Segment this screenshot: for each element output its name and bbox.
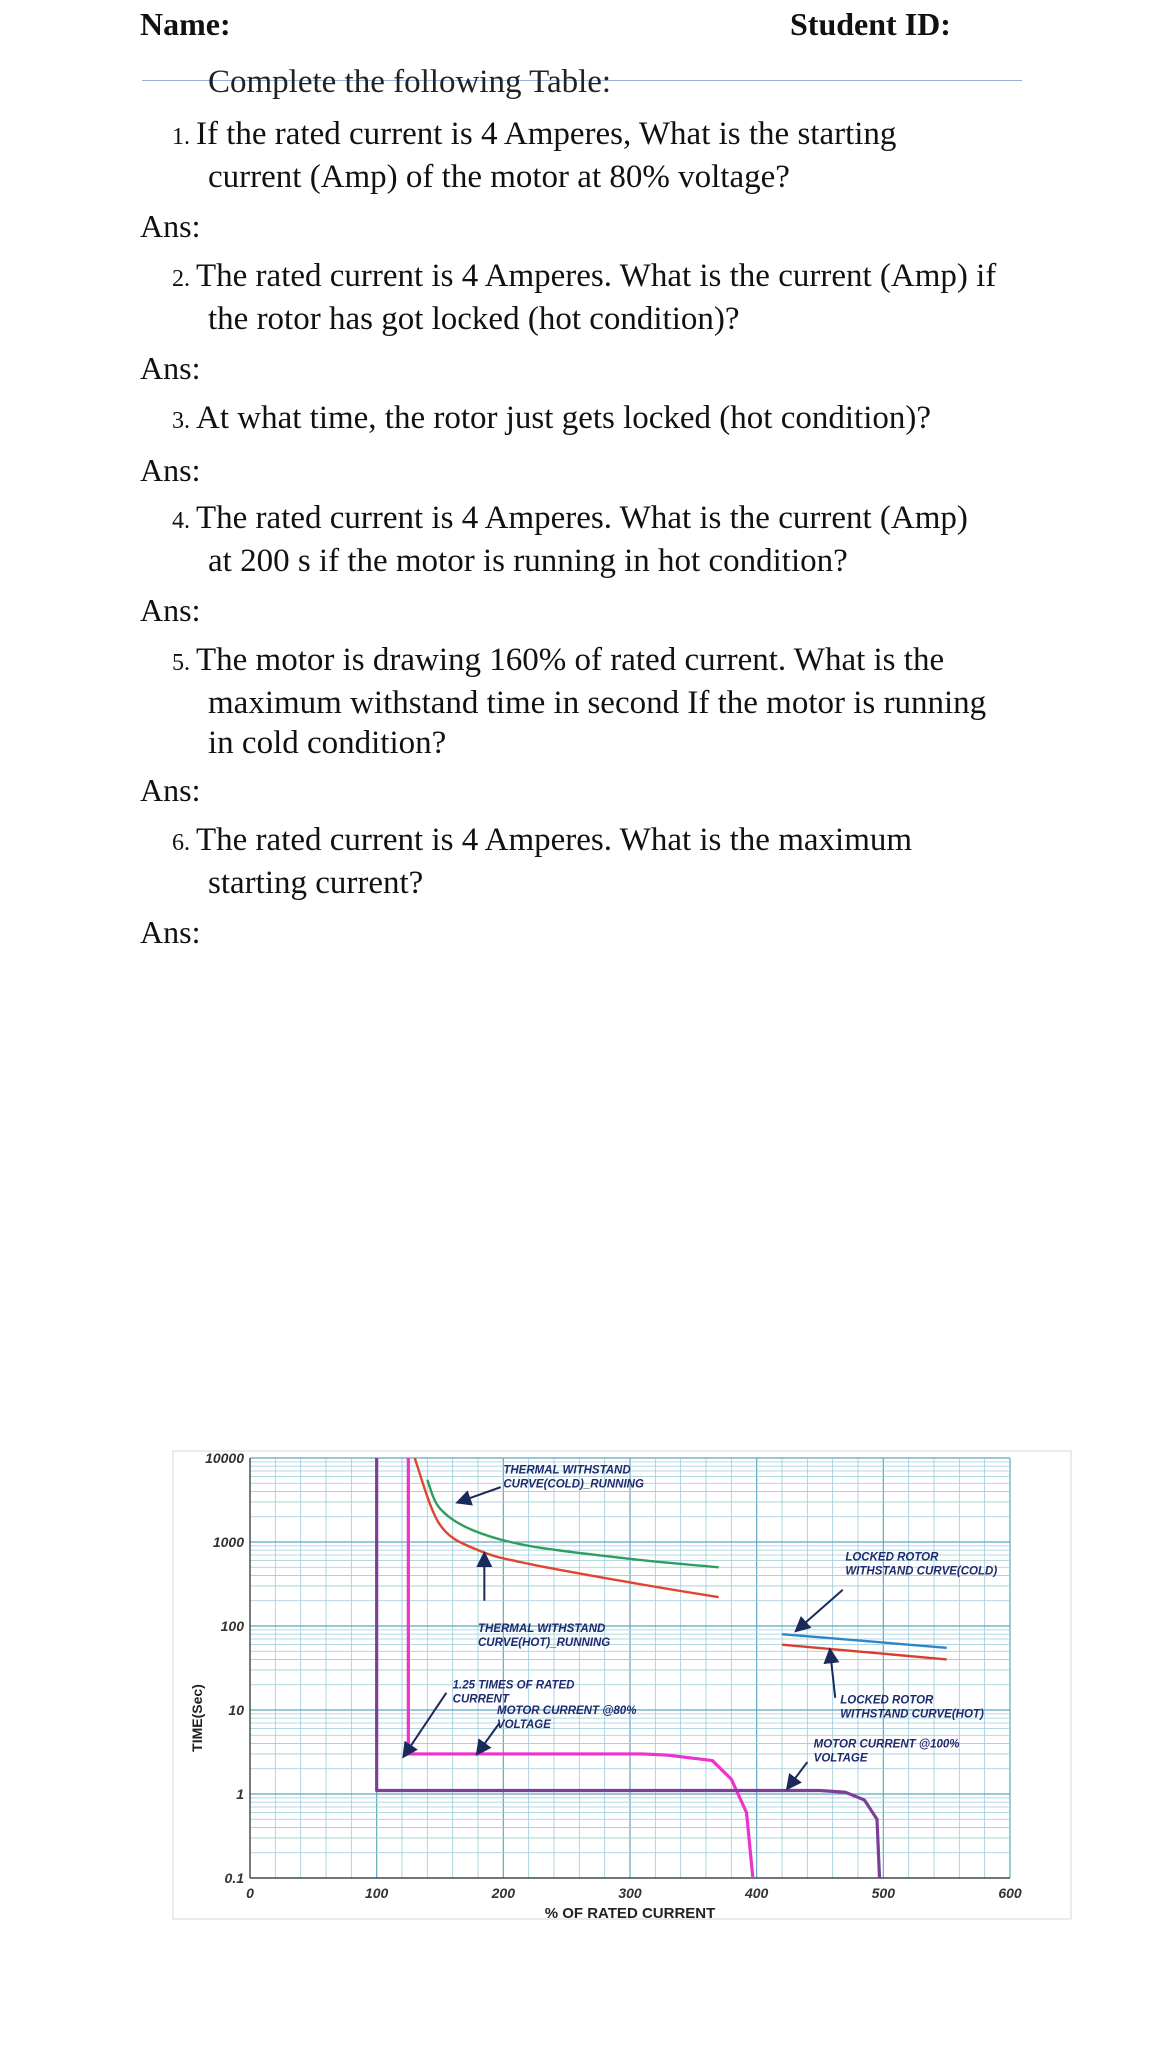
question-number: 6.	[172, 830, 190, 856]
x-tick-label: 400	[744, 1885, 769, 1901]
y-tick-label: 100	[220, 1618, 244, 1634]
question-5	[172, 640, 1072, 763]
question-number: 5.	[172, 650, 190, 676]
question-number: 3.	[172, 408, 190, 434]
question-text: The rated current is 4 Amperes. What is the current (Amp) if	[196, 258, 997, 294]
answer-label-2: Ans:	[140, 350, 201, 386]
annotation-label: WITHSTAND CURVE(HOT)	[840, 1708, 984, 1721]
annotation-label: MOTOR CURRENT @80%	[497, 1704, 637, 1717]
question-6	[172, 820, 1072, 903]
answer-label-3: Ans:	[140, 452, 201, 488]
annotation-label: WITHSTAND CURVE(COLD)	[845, 1565, 998, 1578]
question-text: The rated current is 4 Amperes. What is the maximum	[196, 822, 913, 858]
x-tick-label: 100	[364, 1885, 389, 1901]
question-text: at 200 s if the motor is running in hot condition?	[208, 543, 848, 579]
x-tick-label: 600	[998, 1885, 1022, 1901]
instructions-heading: Complete the following Table:	[208, 64, 612, 100]
question-text: If the rated current is 4 Amperes, What is the starting	[196, 116, 897, 152]
y-tick-label: 10	[228, 1702, 244, 1718]
answer-label-5: Ans:	[140, 772, 201, 808]
answer-label-6: Ans:	[140, 914, 201, 950]
student-id-label: Student ID:	[790, 6, 951, 42]
annotation-label: LOCKED ROTOR	[845, 1551, 939, 1564]
question-4	[172, 498, 1072, 581]
question-3	[172, 398, 1072, 441]
question-text: The motor is drawing 160% of rated current. What is the	[196, 642, 945, 678]
question-text: in cold condition?	[208, 725, 447, 761]
annotation-label: THERMAL WITHSTAND	[503, 1464, 631, 1477]
chart-svg	[172, 1450, 1072, 1920]
answer-label-4: Ans:	[140, 592, 201, 628]
answer-label-1: Ans:	[140, 208, 201, 244]
y-tick-label: 1	[236, 1786, 244, 1802]
x-tick-label: 0	[246, 1885, 254, 1901]
question-text: The rated current is 4 Amperes. What is the current (Amp)	[196, 500, 968, 536]
question-text: At what time, the rotor just gets locked (hot condition)?	[196, 400, 932, 436]
y-tick-label: 0.1	[224, 1870, 244, 1886]
annotation-label: LOCKED ROTOR	[840, 1694, 934, 1707]
name-label: Name:	[140, 6, 231, 42]
question-number: 2.	[172, 266, 190, 292]
annotation-label: CURVE(HOT)_RUNNING	[478, 1636, 611, 1649]
question-number: 1.	[172, 124, 190, 150]
motor-protection-chart	[172, 1450, 1072, 1920]
annotation-label: CURRENT	[452, 1693, 509, 1706]
y-axis-label: TIME(Sec)	[189, 1684, 205, 1752]
question-text: current (Amp) of the motor at 80% voltage?	[208, 159, 790, 195]
annotation-label: THERMAL WITHSTAND	[478, 1622, 606, 1635]
question-text: maximum withstand time in second If the motor is running	[208, 685, 987, 721]
y-tick-label: 1000	[212, 1534, 244, 1550]
annotation-label: VOLTAGE	[497, 1718, 551, 1731]
question-number: 4.	[172, 508, 190, 534]
x-tick-label: 200	[491, 1885, 516, 1901]
y-tick-label: 10000	[205, 1450, 244, 1466]
question-2	[172, 256, 1072, 339]
annotation-label: MOTOR CURRENT @100%	[813, 1738, 960, 1751]
x-tick-label: 300	[618, 1885, 642, 1901]
x-axis-label: % OF RATED CURRENT	[544, 1905, 716, 1920]
annotation-label: VOLTAGE	[813, 1752, 868, 1765]
annotation-label: 1.25 TIMES OF RATED	[452, 1679, 575, 1692]
question-text: starting current?	[208, 865, 424, 901]
question-text: the rotor has got locked (hot condition)?	[208, 301, 740, 337]
annotation-label: CURVE(COLD)_RUNNING	[503, 1478, 644, 1491]
x-tick-label: 500	[871, 1885, 896, 1901]
question-1	[172, 114, 1072, 197]
